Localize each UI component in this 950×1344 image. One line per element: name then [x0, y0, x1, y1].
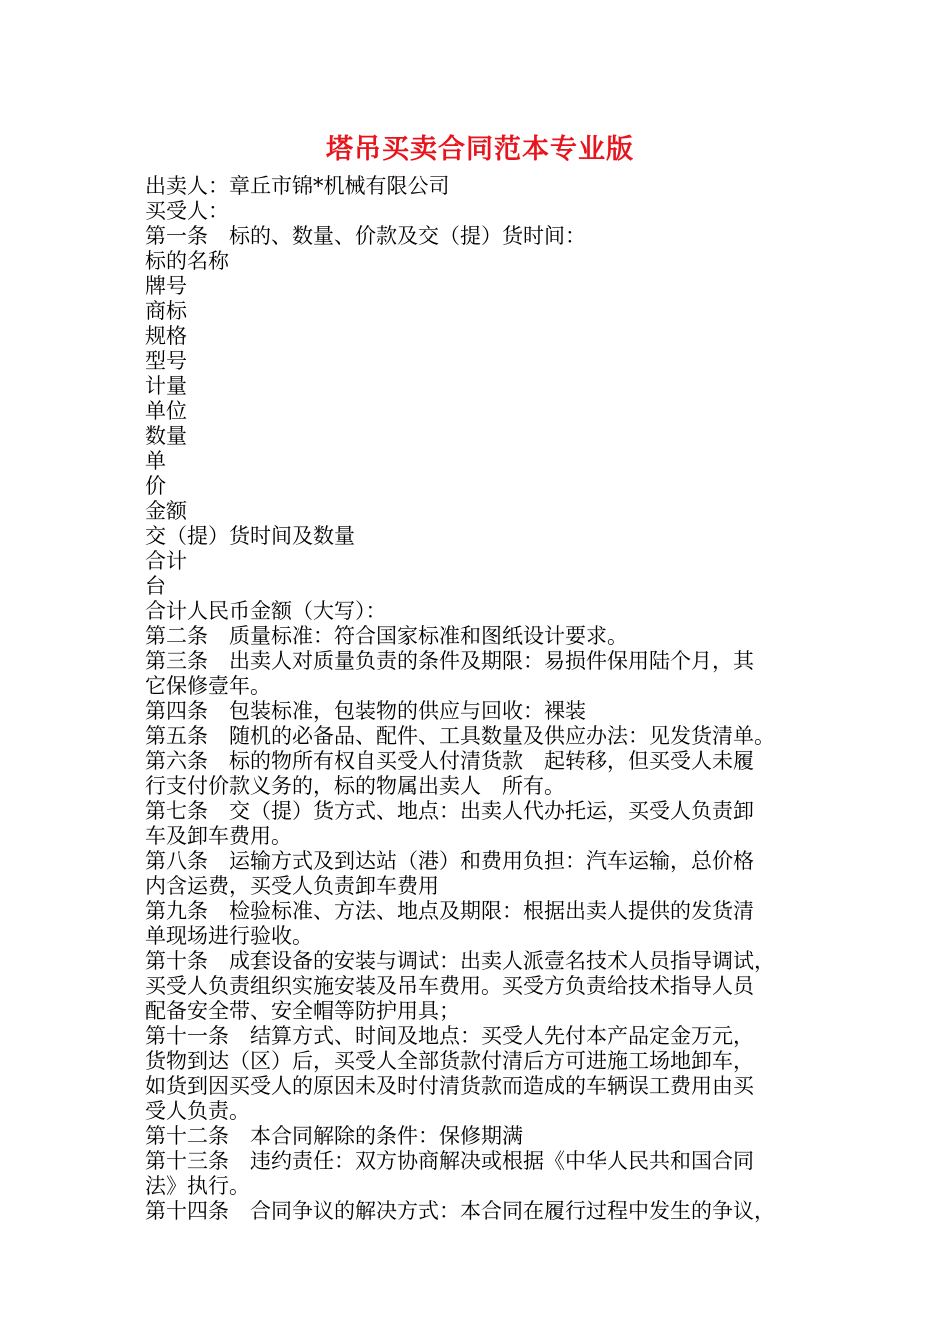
text-line: 行支付价款义务的，标的物属出卖人 所有。 — [145, 774, 565, 798]
text-line: 第九条 检验标准、方法、地点及期限：根据出卖人提供的发货清 — [145, 899, 754, 923]
text-line: 台 — [145, 574, 166, 598]
text-line: 第十一条 结算方式、时间及地点：买受人先付本产品定金万元， — [145, 1024, 754, 1048]
text-line: 计量 — [145, 374, 187, 398]
text-line: 合计人民币金额（大写）： — [145, 599, 387, 623]
text-line: 买受人负责组织实施安装及吊车费用。买受方负责给技术指导人员 — [145, 974, 754, 998]
text-line: 第四条 包装标准，包装物的供应与回收：裸装 — [145, 699, 586, 723]
text-line: 第八条 运输方式及到达站（港）和费用负担：汽车运输，总价格 — [145, 849, 754, 873]
document-page — [145, 130, 815, 1224]
text-line: 商标 — [145, 299, 187, 323]
text-line: 交（提）货时间及数量 — [145, 524, 355, 548]
text-line: 金额 — [145, 499, 187, 523]
text-line: 受人负责。 — [145, 1099, 250, 1123]
text-line: 第十二条 本合同解除的条件：保修期满 — [145, 1124, 523, 1148]
text-line: 内含运费，买受人负责卸车费用 — [145, 874, 439, 898]
text-line: 出卖人：章丘市锦*机械有限公司 — [145, 174, 450, 198]
text-line: 第十条 成套设备的安装与调试：出卖人派壹名技术人员指导调试， — [145, 949, 775, 973]
document-title: 塔吊买卖合同范本专业版 — [326, 134, 634, 165]
text-line: 第五条 随机的必备品、配件、工具数量及供应办法：见发货清单。 — [145, 724, 775, 748]
text-line: 配备安全带、安全帽等防护用具； — [145, 999, 460, 1023]
text-line: 第十四条 合同争议的解决方式：本合同在履行过程中发生的争议， — [145, 1199, 775, 1223]
text-line: 第二条 质量标准：符合国家标准和图纸设计要求。 — [145, 624, 628, 648]
text-line: 它保修壹年。 — [145, 674, 271, 698]
text-line: 货物到达（区）后，买受人全部货款付清后方可进施工场地卸车， — [145, 1049, 754, 1073]
text-line: 数量 — [145, 424, 187, 448]
text-line: 单 — [145, 449, 166, 473]
text-line: 单位 — [145, 399, 187, 423]
text-line: 第一条 标的、数量、价款及交（提）货时间： — [145, 224, 586, 248]
text-line: 买受人： — [145, 199, 229, 223]
text-line: 标的名称 — [145, 249, 229, 273]
text-line: 第六条 标的物所有权自买受人付清货款 起转移，但买受人未履 — [145, 749, 754, 773]
text-line: 单现场进行验收。 — [145, 924, 313, 948]
text-line: 第七条 交（提）货方式、地点：出卖人代办托运，买受人负责卸 — [145, 799, 754, 823]
text-line: 牌号 — [145, 274, 187, 298]
text-line: 价 — [145, 474, 166, 498]
text-line: 型号 — [145, 349, 187, 373]
text-line: 法》执行。 — [145, 1174, 250, 1198]
text-line: 如货到因买受人的原因未及时付清货款而造成的车辆误工费用由买 — [145, 1074, 754, 1098]
document-body — [145, 174, 815, 1224]
text-line: 第十三条 违约责任：双方协商解决或根据《中华人民共和国合同 — [145, 1149, 754, 1173]
text-line: 合计 — [145, 549, 187, 573]
text-line: 规格 — [145, 324, 187, 348]
text-line: 车及卸车费用。 — [145, 824, 292, 848]
text-line: 第三条 出卖人对质量负责的条件及期限：易损件保用陆个月，其 — [145, 649, 754, 673]
